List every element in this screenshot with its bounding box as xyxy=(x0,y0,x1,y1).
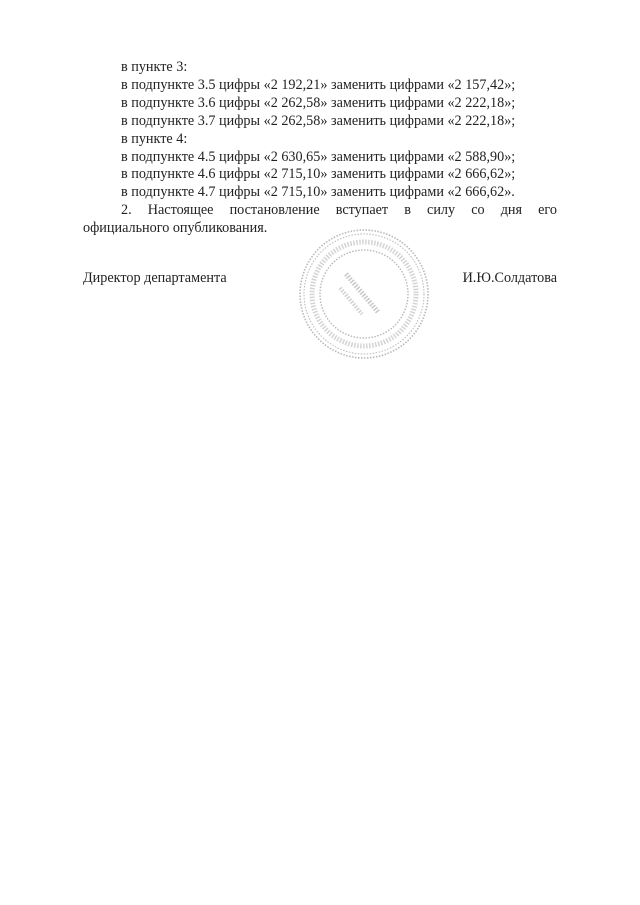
body-line: в пункте 3: xyxy=(121,59,188,75)
body-line: в подпункте 4.5 цифры «2 630,65» заменить цифрами «2 588,90»; xyxy=(121,148,516,165)
document-body xyxy=(83,59,557,238)
body-line: в пункте 4: xyxy=(121,130,188,147)
signatory-name: И.Ю.Солдатова xyxy=(462,270,557,286)
body-line: в подпункте 3.7 цифры «2 262,58» заменить цифрами «2 222,18»; xyxy=(121,112,516,129)
signatory-role: Директор департамента xyxy=(83,270,227,286)
clause-2-line-1: 2. Настоящее постановление вступает в силу со дня его xyxy=(121,202,557,219)
body-line: в подпункте 3.5 цифры «2 192,21» заменить цифрами «2 157,42»; xyxy=(121,76,516,93)
clause-2-line-2: официального опубликования. xyxy=(83,220,268,237)
body-line: в подпункте 3.6 цифры «2 262,58» заменить цифрами «2 222,18»; xyxy=(121,94,516,111)
official-seal-stamp-icon xyxy=(296,226,432,362)
body-line: в подпункте 4.6 цифры «2 715,10» заменить цифрами «2 666,62»; xyxy=(121,166,516,183)
body-line: в подпункте 4.7 цифры «2 715,10» заменить цифрами «2 666,62». xyxy=(121,184,515,201)
